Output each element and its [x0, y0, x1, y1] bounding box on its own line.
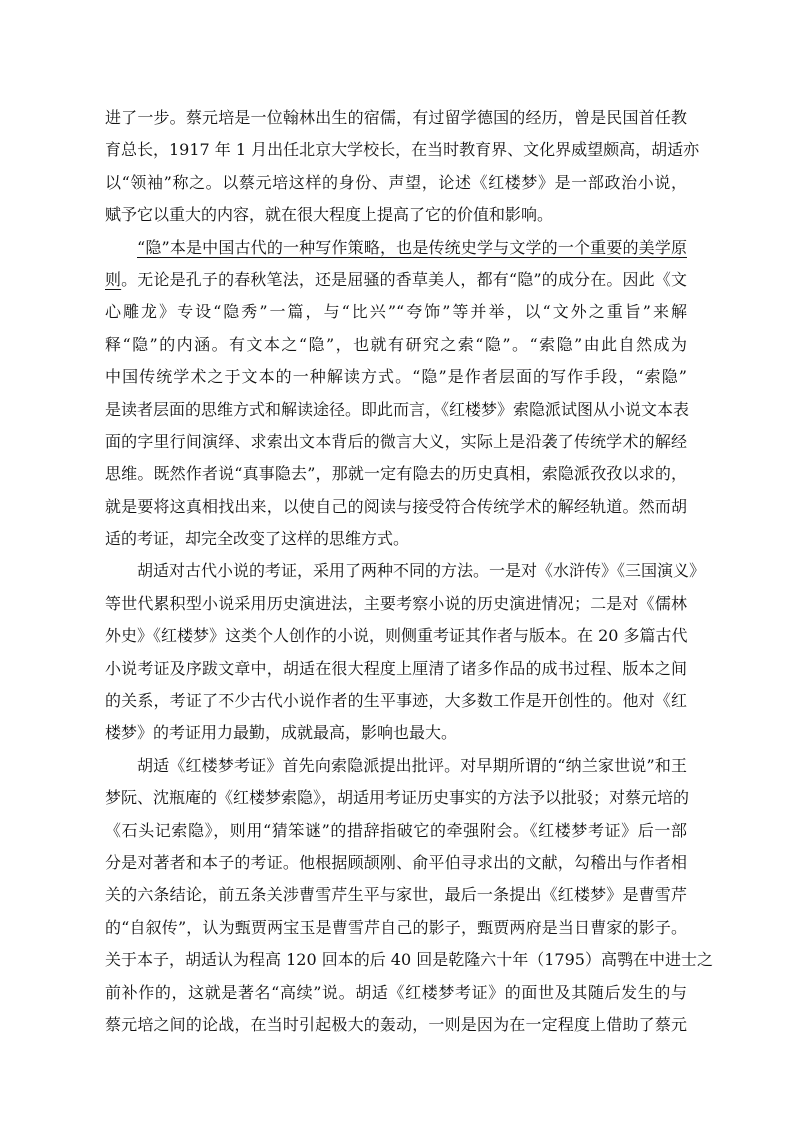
text-line: 分是对著者和本子的考证。他根据顾颉刚、俞平伯寻求出的文献，勾稽出与作者相 [105, 852, 687, 872]
text-line: 的“自叙传”，认为甄贾两宝玉是曹雪芹自己的影子，甄贾两府是当日曹家的影子。 [105, 917, 687, 937]
text-line: 面的字里行间演绎、求索出文本背后的微言大义，实际上是沿袭了传统学术的解经 [105, 431, 687, 451]
text-line: 等世代累积型小说采用历史演进法，主要考察小说的历史演进情况；二是对《儒林 [105, 593, 687, 613]
text-line: 胡适对古代小说的考证，采用了两种不同的方法。一是对《水浒传》《三国演义》 [137, 561, 706, 581]
text-line: 赋予它以重大的内容，就在很大程度上提高了它的价值和影响。 [105, 205, 554, 225]
text-line: 前补作的，这就是著名“高续”说。胡适《红楼梦考证》的面世及其随后发生的与 [105, 982, 687, 1002]
text-line: 育总长，1917 年 1 月出任北京大学校长，在当时教育界、文化界威望颇高，胡适亦 [105, 140, 700, 160]
text-line: 是读者层面的思维方式和解读途径。即此而言，《红楼梦》索隐派试图从小说文本表 [105, 399, 690, 419]
paragraph-2 [105, 232, 690, 556]
text-line: 心雕龙》专设“隐秀”一篇，与“比兴”“夸饰”等并举，以“文外之重旨”来解 [105, 302, 687, 322]
text-line: 外史》《红楼梦》这类个人创作的小说，则侧重考证其作者与版本。在 20 多篇古代 [105, 626, 688, 646]
text-line: 梦阮、沈瓶庵的《红楼梦索隐》，胡适用考证历史事实的方法予以批驳；对蔡元培的 [105, 788, 690, 808]
underlined-text: “隐”本是中国古代的一种写作策略，也是传统史学与文学的一个重要的美学原 [137, 237, 687, 257]
text-line [105, 264, 687, 296]
text-line: 胡适《红楼梦考证》首先向索隐派提出批评。对早期所谓的“纳兰家世说”和王 [137, 755, 687, 775]
text-line: 以“领袖”称之。以蔡元培这样的身份、声望，论述《红楼梦》是一部政治小说， [105, 172, 687, 192]
text-line: 中国传统学术之于文本的一种解读方式。“隐”是作者层面的写作手段，“索隐” [105, 367, 687, 387]
paragraph-3 [105, 555, 706, 749]
text-line: 楼梦》的考证用力最勤，成就最高，影响也最大。 [105, 723, 458, 743]
text-line: 蔡元培之间的论战，在当时引起极大的轰动，一则是因为在一定程度上借助了蔡元 [105, 1014, 687, 1034]
text-line: 小说考证及序跋文章中，胡适在很大程度上厘清了诸多作品的成书过程、版本之间 [105, 658, 687, 678]
text-line: 关于本子，胡适认为程高 120 回本的后 40 回是乾隆六十年（1795）高鹗在中进士之 [105, 950, 713, 970]
text-line: 进了一步。蔡元培是一位翰林出生的宿儒，有过留学德国的经历，曾是民国首任教 [105, 108, 687, 127]
text-line: 适的考证，却完全改变了这样的思维方式。 [105, 529, 410, 549]
text-line [105, 232, 687, 264]
text-run: 。无论是孔子的春秋笔法，还是屈骚的香草美人，都有“隐”的成分在。因此《文 [121, 269, 687, 289]
paragraph-4 [105, 750, 713, 1042]
underlined-text: 则 [105, 269, 122, 289]
text-line: 就是要将这真相找出来，以使自己的阅读与接受符合传统学术的解经轨道。然而胡 [105, 496, 687, 516]
text-line: 关的六条结论，前五条关涉曹雪芹生平与家世，最后一条提出《红楼梦》是曹雪芹 [105, 885, 687, 905]
paragraph-1 [105, 102, 700, 232]
text-line: 释“隐”的内涵。有文本之“隐”，也就有研究之索“隐”。“索隐”由此自然成为 [105, 334, 687, 354]
text-line: 的关系，考证了不少古代小说作者的生平事迹，大多数工作是开创性的。他对《红 [105, 691, 687, 711]
text-line: 《石头记索隐》，则用“猜笨谜”的措辞指破它的牵强附会。《红楼梦考证》后一部 [105, 820, 687, 840]
document-page [105, 102, 713, 1041]
text-line: 思维。既然作者说“真事隐去”，那就一定有隐去的历史真相，索隐派孜孜以求的， [105, 464, 687, 484]
